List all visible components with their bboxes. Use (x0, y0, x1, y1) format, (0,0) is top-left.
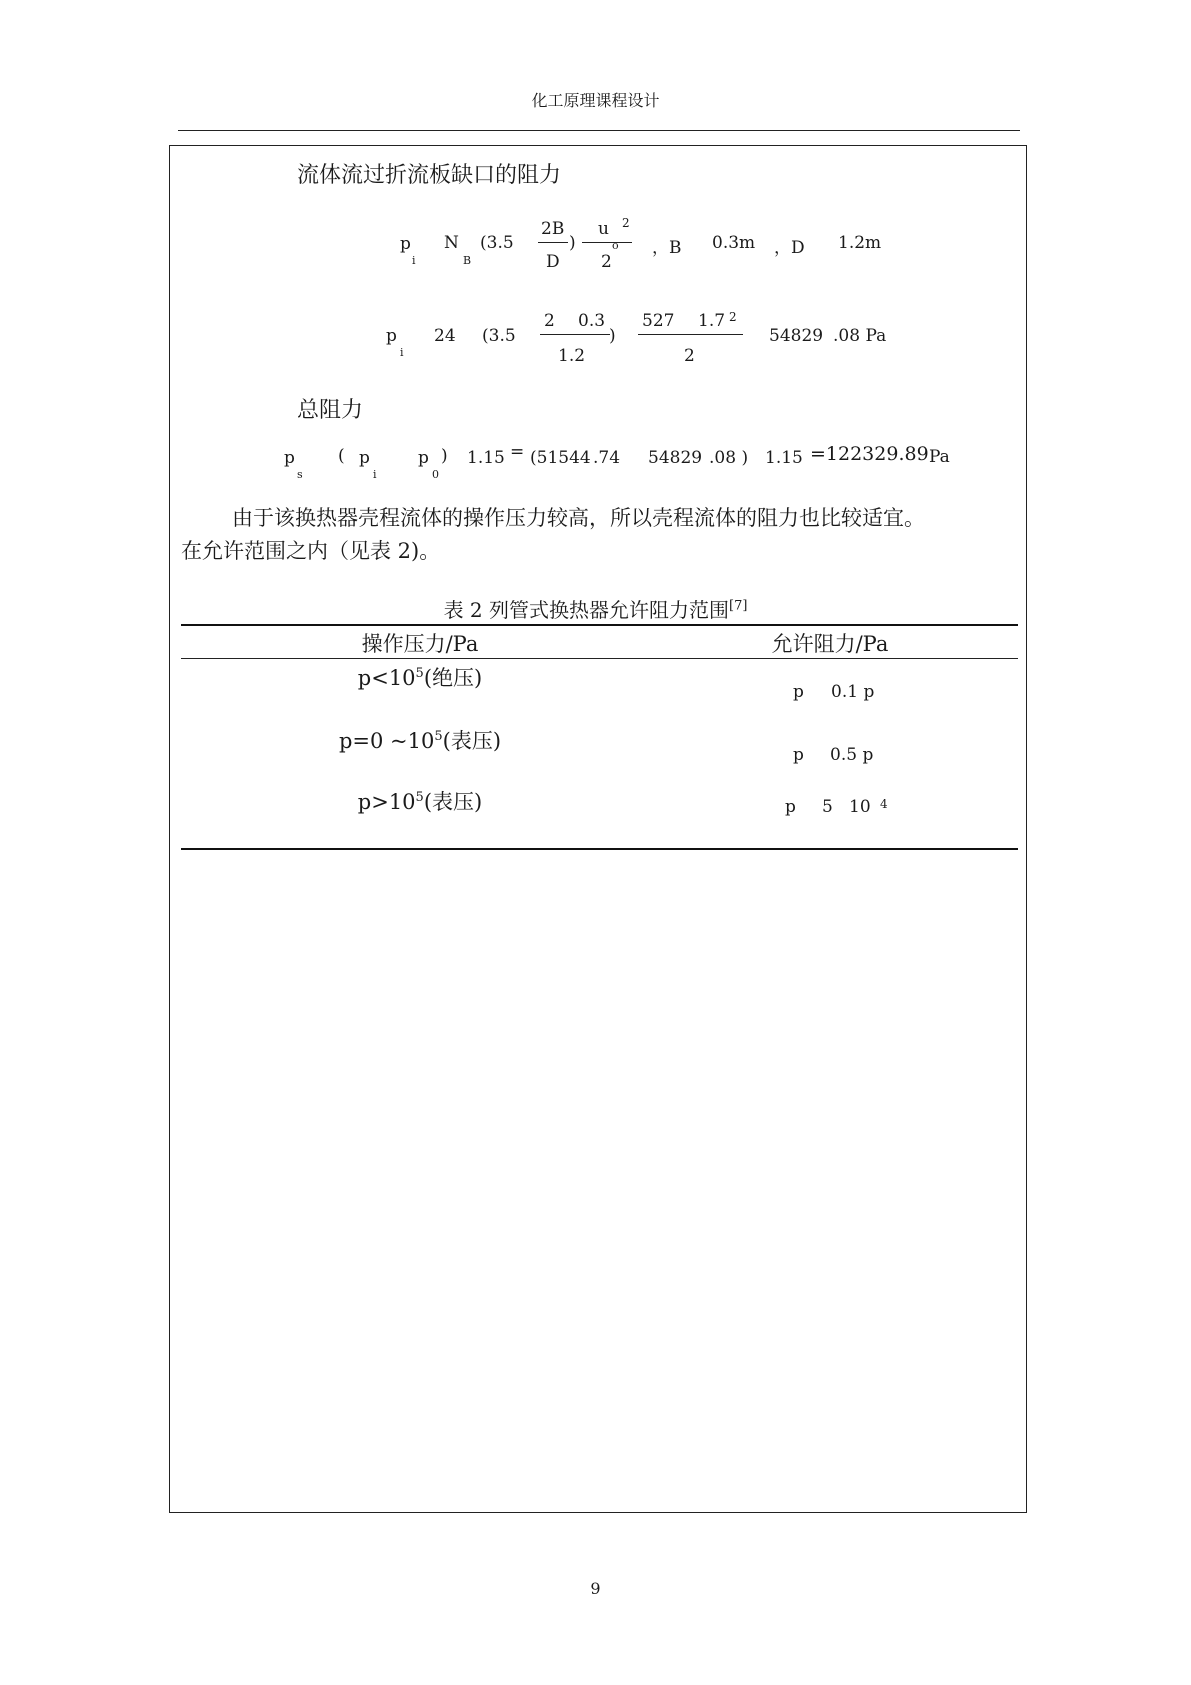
formula2-result-unit: .08 Pa (833, 326, 887, 346)
formula3-factor2: 1.15 (765, 448, 803, 468)
row1-pressure-exp: 5 (415, 666, 424, 681)
row2-pressure-exp: 5 (434, 729, 443, 744)
formula3-part2: .74 (593, 448, 621, 468)
formula2-u-sup: 2 (729, 310, 737, 324)
formula3-open: ( (338, 446, 345, 466)
table-row-3-pressure (245, 786, 595, 816)
row2-pressure-note: (表压) (442, 729, 502, 753)
formula1-n-sub: B (463, 254, 472, 267)
table-header-rule (181, 658, 1018, 659)
header-rule (178, 130, 1020, 131)
row3-pressure-note: (表压) (423, 790, 483, 814)
formula2-two: 2 (684, 346, 695, 366)
formula3-part3: 54829 (648, 448, 703, 468)
formula3-equals: = (510, 442, 525, 462)
table-caption-ref: [7] (729, 598, 748, 614)
section-heading-baffle-resistance: 流体流过折流板缺口的阻力 (297, 163, 562, 188)
formula3-pi: p (359, 448, 370, 468)
formula3-part1: (51544 (530, 448, 591, 468)
formula3-part4: .08 ) (709, 448, 749, 468)
table-bottom-rule (181, 848, 1018, 850)
formula2-rho: 527 (642, 311, 675, 331)
formula1-p-sub: i (412, 254, 416, 267)
formula3-result: =122329.89 (810, 443, 929, 465)
formula1-u-sub: o (612, 239, 619, 252)
formula3-po: p (418, 448, 429, 468)
formula1-n: N (444, 233, 459, 253)
page-header-title: 化工原理课程设计 (531, 91, 660, 110)
row1-pressure-note: (绝压) (423, 666, 483, 690)
formula1-fraction-bar (538, 242, 568, 243)
formula1-cond-d: ，D (774, 238, 805, 258)
content-frame (169, 145, 1027, 1513)
table-caption (0, 594, 1191, 623)
formula2-open: (3.5 (482, 326, 516, 346)
row2-allowed-b: 0.5 p (830, 745, 874, 765)
table-row-2-pressure (245, 725, 595, 755)
row3-allowed-b: 5 10 (822, 797, 871, 817)
formula2-den: 1.2 (558, 346, 586, 366)
formula1-fraction-bar-2 (582, 242, 632, 243)
table-caption-text: 表 2 列管式换热器允许阻力范围 (443, 598, 730, 622)
formula1-b-value: 0.3m (712, 233, 756, 253)
row1-pressure-value: p<10 (357, 666, 416, 690)
formula1-u: u (598, 219, 609, 239)
formula1-cond-b: ，B (652, 238, 682, 258)
formula1-u-sup: 2 (622, 216, 630, 230)
formula2-num2: 0.3 (578, 311, 606, 331)
table-row-1-pressure (245, 662, 595, 692)
paragraph-line-2: 在允许范围之内（见表 2)。 (181, 539, 441, 563)
formula2-close: ) (609, 326, 616, 346)
formula3-p: p (284, 448, 295, 468)
formula3-close: ) (441, 446, 448, 466)
row3-allowed-exp: 4 (880, 797, 888, 811)
formula2-n: 24 (434, 326, 456, 346)
formula1-two: 2 (601, 252, 612, 272)
formula3-pi-sub: i (373, 468, 377, 481)
row2-allowed-a: p (793, 745, 804, 765)
formula1-denominator: D (546, 252, 560, 272)
row3-allowed-a: p (785, 797, 796, 817)
row1-allowed-b: 0.1 p (831, 682, 875, 702)
table-header-pressure: 操作压力/Pa (361, 632, 479, 656)
formula1-close: ) (569, 233, 576, 253)
formula1-p: p (400, 234, 411, 254)
formula2-fraction-bar (540, 334, 610, 335)
formula2-p-sub: i (400, 346, 404, 359)
formula2-u: 1.7 (698, 311, 726, 331)
formula1-numerator: 2B (541, 219, 565, 239)
section-heading-total-resistance: 总阻力 (297, 398, 364, 423)
formula3-p-sub: s (297, 468, 303, 481)
formula1-d-value: 1.2m (838, 233, 882, 253)
table-top-rule (181, 624, 1018, 626)
formula3-unit: Pa (929, 447, 950, 467)
page-number: 9 (590, 1579, 601, 1598)
row1-allowed-a: p (793, 682, 804, 702)
row2-pressure-value: p=0 ~10 (338, 729, 435, 753)
row3-pressure-exp: 5 (415, 790, 424, 805)
formula2-p: p (386, 326, 397, 346)
formula1-open: (3.5 (480, 233, 514, 253)
row3-pressure-value: p>10 (357, 790, 416, 814)
formula2-fraction-bar-2 (638, 334, 743, 335)
table-header-allowed: 允许阻力/Pa (771, 632, 889, 656)
formula3-po-sub: 0 (432, 468, 439, 481)
paragraph-line-1: 由于该换热器壳程流体的操作压力较高，所以壳程流体的阻力也比较适宜。 (232, 506, 925, 530)
formula3-factor: 1.15 (467, 448, 505, 468)
formula2-result: 54829 (769, 326, 824, 346)
formula2-num: 2 (544, 311, 555, 331)
